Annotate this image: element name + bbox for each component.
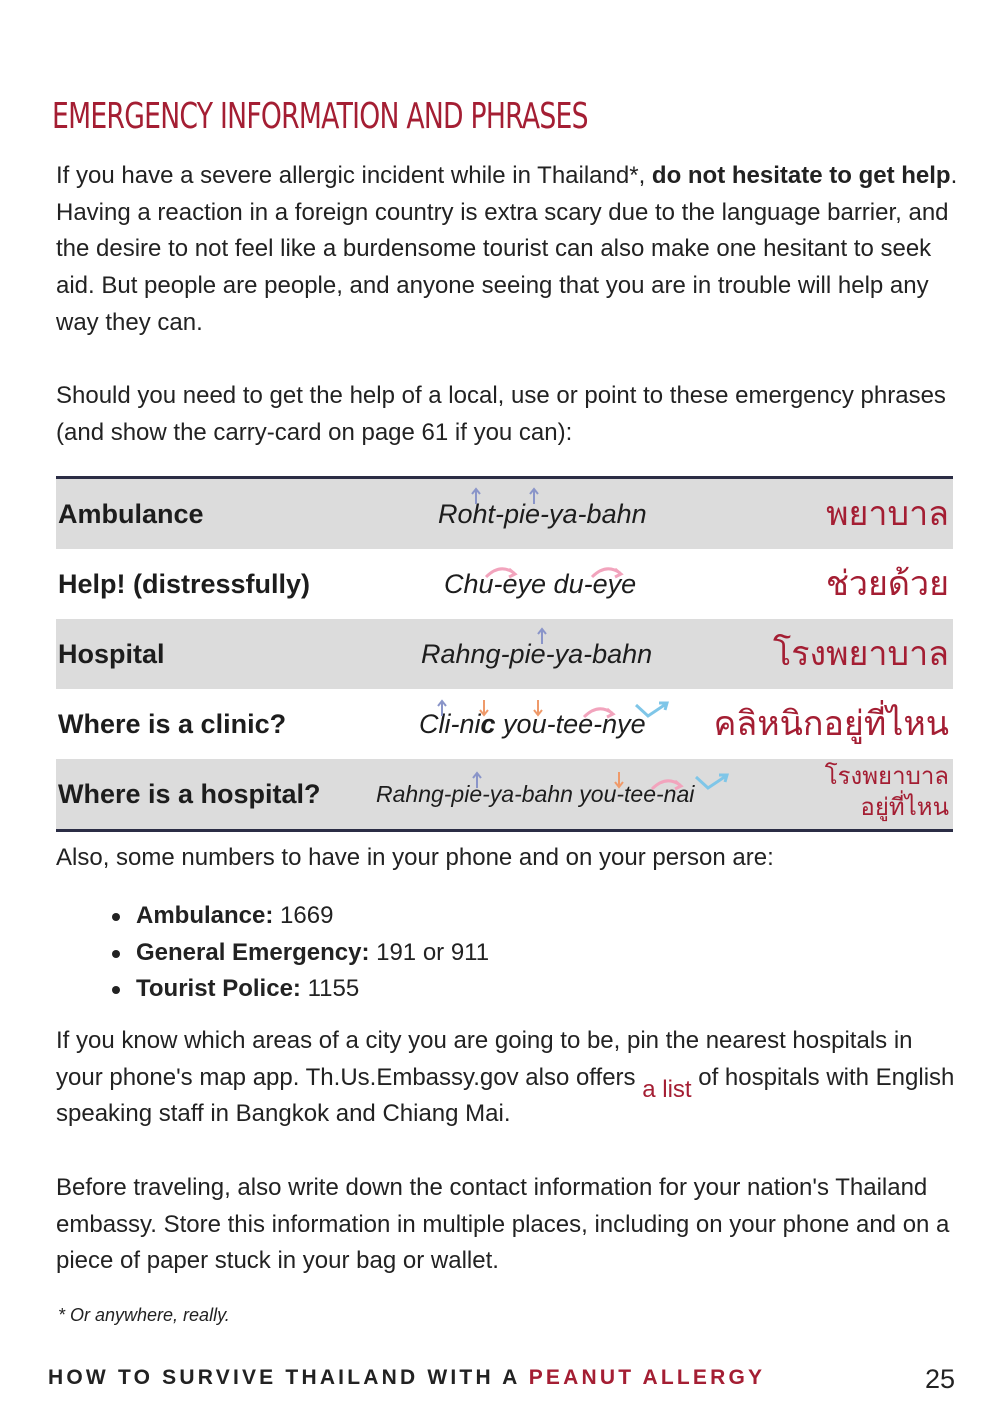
list-item (112, 971, 489, 1008)
phrase-row-hospital (56, 619, 953, 689)
hospitals-text-2: of hospitals with English speaking staff in Bangkok and Chiang Mai. (56, 1063, 955, 1128)
number-label: Ambulance: (136, 902, 274, 929)
tone-falling-icon (532, 699, 544, 717)
tone-falling-icon (478, 699, 490, 717)
embassy-paragraph: Before traveling, also write down the contact information for your nation's Thailand embassy. Store this information in multiple places, including on your phone and on a piece of paper stuck in your bag or wallet. (56, 1174, 950, 1275)
intro-paragraph (56, 158, 961, 342)
tone-rising-icon (528, 487, 540, 505)
list-item (112, 935, 489, 972)
tone-curve-icon (484, 563, 520, 581)
phrase-row-clinic (56, 689, 953, 759)
thai-line: อยู่ที่ไหน (860, 793, 949, 821)
tone-falling-icon (613, 771, 625, 789)
phrase-thai (825, 761, 949, 823)
phrase-pronunciation: Rahng-pie-ya-bahn (421, 639, 653, 669)
list-item (112, 898, 489, 935)
tone-rising-icon (471, 771, 483, 789)
phrase-row-help (56, 549, 953, 619)
phrase-english: Help! (distressfully) (58, 569, 311, 599)
phrase-thai: โรงพยาบาล (772, 634, 949, 674)
hospitals-paragraph (56, 1023, 961, 1133)
tone-curve-icon (650, 775, 686, 793)
tone-curve-icon (590, 563, 626, 581)
hospital-list-link[interactable]: a list (642, 1075, 692, 1103)
phrase-pronunciation: Roht-pie-ya-bahn (438, 499, 647, 529)
footnote: * Or anywhere, really. (58, 1305, 230, 1325)
tone-curve-icon (582, 703, 618, 721)
tone-rising-icon (436, 699, 448, 717)
number-value: 191 or 911 (369, 938, 490, 966)
thai-line: โรงพยาบาล (824, 762, 949, 790)
intro-bold: do not hesitate to get help (651, 162, 951, 189)
tone-check-icon (634, 701, 670, 719)
phrases-lead-paragraph: Should you need to get the help of a local, use or point to these emergency phrases (and show the carry-card on page 61 if you can): (56, 382, 946, 446)
tone-check-icon (694, 773, 730, 791)
footer-title: HOW TO SURVIVE THAILAND WITH A (48, 1366, 529, 1389)
phrase-pronunciation: Chu-eye du-eye (444, 569, 637, 599)
pron-bold: c (480, 709, 496, 739)
intro-text-2: . Having a reaction in a foreign country is extra scary due to the language barrier, and the desire to not feel like a burdensome tourist can also make one hesitant to seek aid. But people are people, and anyone seeing that you are in trouble will help any way they can. (56, 162, 958, 336)
phrase-row-ambulance (56, 479, 953, 549)
phrase-english: Where is a hospital? (58, 779, 321, 809)
phrase-thai: คลิหนิกอยู่ที่ไหน (713, 704, 949, 744)
emergency-numbers-list (112, 898, 489, 1008)
pron-part: Cli-ni (419, 709, 481, 739)
tone-rising-icon (470, 487, 482, 505)
footer-title-accent: PEANUT ALLERGY (528, 1366, 766, 1389)
phrase-thai: ช่วยด้วย (825, 564, 949, 604)
phrase-english: Ambulance (58, 499, 204, 529)
number-value: 1669 (273, 902, 334, 929)
number-label: General Emergency: (136, 938, 370, 966)
emergency-phrases-table (56, 476, 953, 832)
running-footer (48, 1366, 765, 1390)
number-value: 1155 (300, 975, 360, 1003)
phrase-row-where-hospital (56, 759, 953, 829)
page-number: 25 (924, 1364, 955, 1394)
phrase-pronunciation: Rahng-pie-ya-bahn you-tee-nai (376, 781, 695, 807)
tone-rising-icon (536, 627, 548, 645)
phrase-english: Hospital (58, 639, 165, 669)
intro-text-1: If you have a severe allergic incident while in Thailand*, (56, 162, 652, 189)
phrase-thai: พยาบาล (826, 494, 949, 534)
number-label: Tourist Police: (136, 975, 301, 1003)
phrase-english: Where is a clinic? (58, 709, 287, 739)
hospitals-text-1: If you know which areas of a city you are going to be, pin the nearest hospitals in your phone's map app. Th.Us.Embassy.gov also offers (56, 1027, 913, 1091)
numbers-intro: Also, some numbers to have in your phone and on your person are: (56, 844, 774, 871)
page-title: EMERGENCY INFORMATION AND PHRASES (52, 96, 588, 137)
pron-part: you-tee-nye (495, 709, 646, 739)
